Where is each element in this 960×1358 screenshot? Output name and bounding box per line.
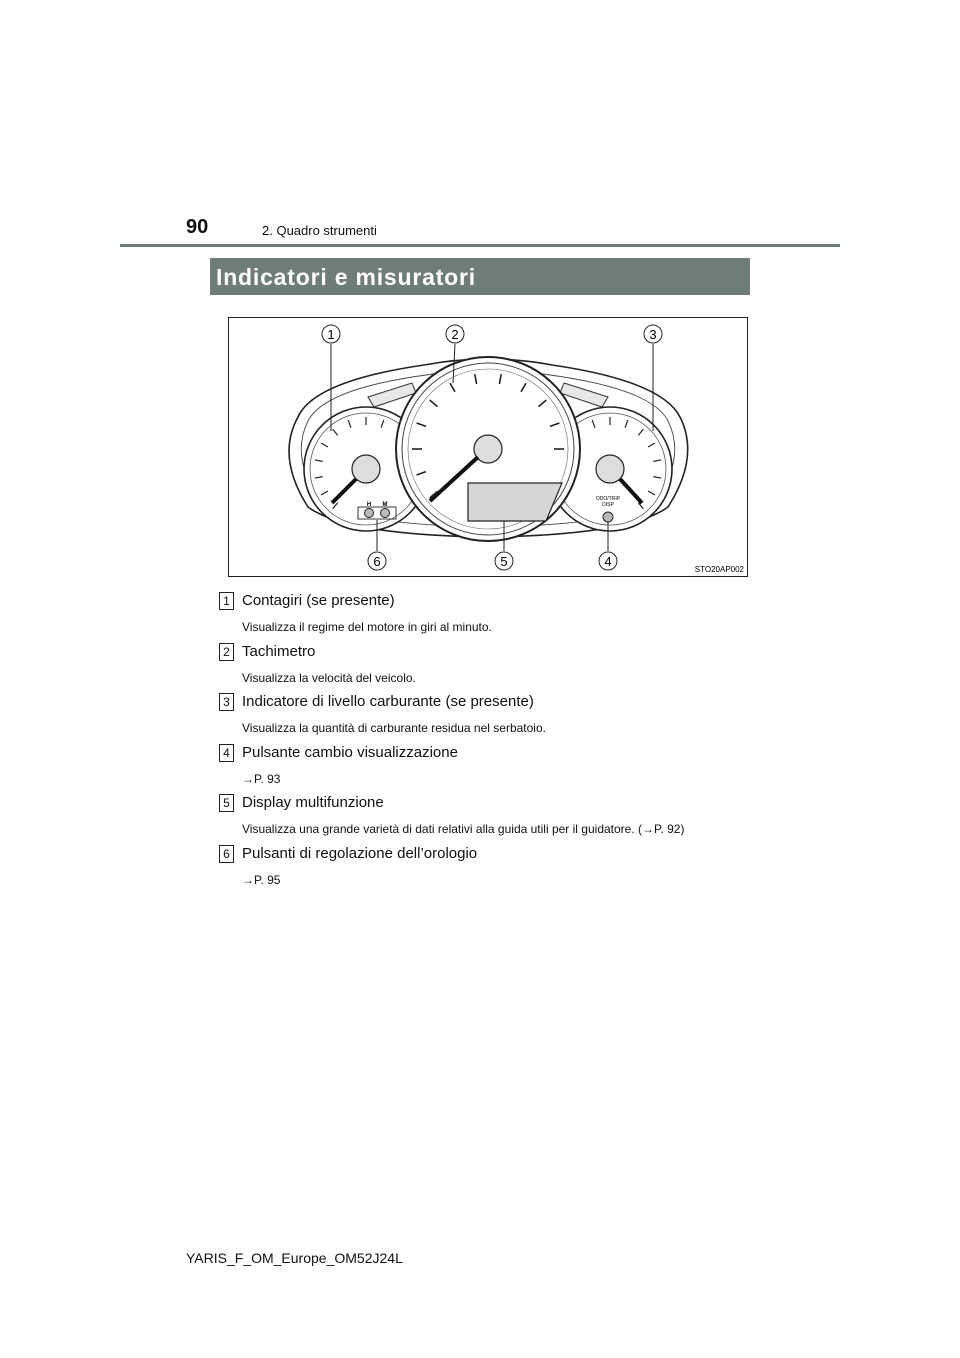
page-reference-link[interactable]: →P. 93	[242, 771, 281, 786]
list-item	[219, 590, 779, 641]
list-item	[219, 691, 779, 742]
section-title: Indicatori e misuratori	[216, 264, 476, 290]
item-title: Pulsante cambio visualizzazione	[242, 743, 458, 761]
item-number: 3	[219, 693, 234, 711]
hour-button-label: H	[366, 502, 372, 508]
callout-1: 1	[327, 327, 335, 342]
figure-code: STO20AP002	[694, 565, 744, 574]
item-number: 5	[219, 794, 234, 812]
item-number: 1	[219, 592, 234, 610]
list-item	[219, 792, 779, 843]
header-divider	[120, 244, 840, 247]
item-number: 2	[219, 643, 234, 661]
item-title: Display multifunzione	[242, 794, 384, 811]
callout-6: 6	[373, 554, 381, 569]
item-description: Visualizza una grande varietà di dati relativi alla guida utili per il guidatore. (→P. 92)	[242, 822, 685, 836]
list-item	[219, 641, 779, 692]
document-id: YARIS_F_OM_Europe_OM52J24L	[186, 1250, 403, 1266]
item-description: Visualizza il regime del motore in giri al minuto.	[242, 620, 492, 634]
item-title: Indicatore di livello carburante (se presente)	[242, 693, 534, 710]
item-title: Tachimetro	[242, 642, 316, 660]
multi-information-display	[468, 483, 562, 521]
odo-trip-label: ODO/TRIP	[595, 496, 621, 502]
item-description: Visualizza la quantità di carburante residua nel serbatoio.	[242, 721, 546, 735]
instrument-cluster-figure	[228, 317, 748, 577]
instrument-cluster-illustration	[228, 317, 748, 577]
item-title: Contagiri (se presente)	[242, 592, 395, 609]
item-number: 6	[219, 845, 234, 863]
callout-4: 4	[604, 554, 612, 569]
callout-5: 5	[500, 554, 508, 569]
item-list	[219, 590, 779, 893]
callout-2: 2	[451, 327, 459, 342]
item-number: 4	[219, 744, 234, 762]
list-item	[219, 742, 779, 793]
chapter-title: 2. Quadro strumenti	[262, 223, 377, 238]
list-item	[219, 843, 779, 894]
minute-button-label: M	[382, 502, 388, 508]
disp-label: DISP	[602, 502, 614, 508]
callout-3: 3	[649, 327, 657, 342]
page-reference-link[interactable]: →P. 95	[242, 872, 281, 887]
item-title: Pulsanti di regolazione dell’orologio	[242, 844, 478, 862]
item-description: Visualizza la velocità del veicolo.	[242, 670, 416, 685]
page-number: 90	[186, 216, 209, 238]
